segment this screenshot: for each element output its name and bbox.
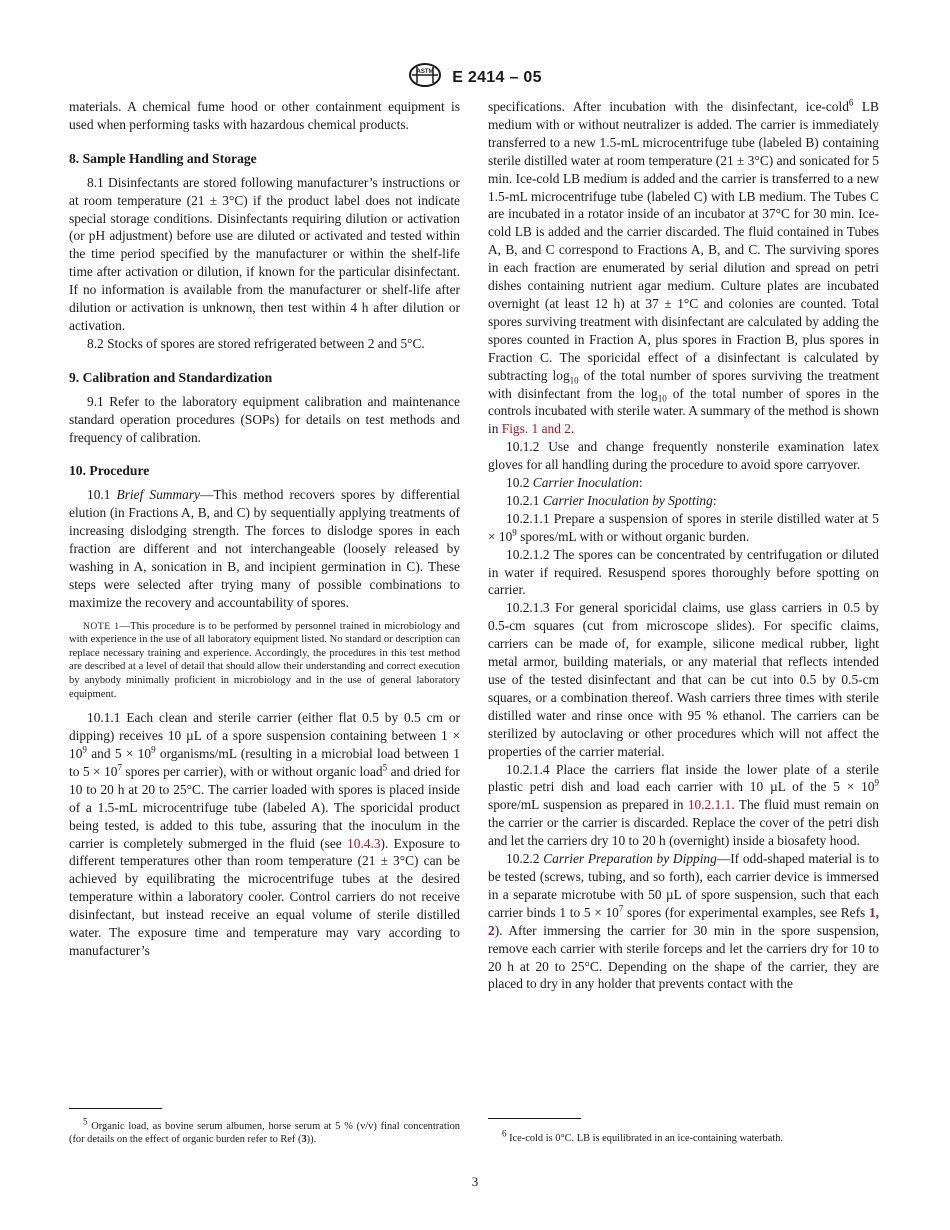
figures-link[interactable]: Figs. 1 and 2 (501, 421, 571, 437)
paragraph: materials. A chemical fume hood or other containment equipment is used when performing tasks with hazardous chemical products. (69, 99, 460, 132)
paragraph-10-2-1: 10.2.1 Carrier Inoculation by Spotting: (506, 492, 717, 508)
paragraph-10-2: 10.2 Carrier Inoculation: (506, 475, 643, 491)
left-column (69, 98, 460, 960)
paragraph-8-1: 8.1 Disinfectants are stored following manufacturer’s instructions or at room temperature (21 ± 3°C) if the product label does not indicate special storage conditions. Disinfectants requiring dilution or activation (or pH adjustment) before use are diluted or activated and tested within the time period specified by the manufacturer or within the shelf-life time after activation or dilution, if known for the particular disinfectant. If no information is available from the manufacturer or shelf-life after dilution or activation is unknown, then test within 4 h after dilution or activation. (69, 174, 460, 333)
right-column (488, 98, 879, 993)
paragraph-10-2-2: 10.2.2 Carrier Preparation by Dipping—If odd-shaped material is to be tested (screws, tubing, and so forth), each carrier device is immersed in a separate microtube with 50 µL of spore suspension, such that each carrier binds 1 to $5 \times 10^7$ spores (for experimental examples, see Refs 1, 2). After immersing the carrier for 30 min in the spore suspension, remove each carrier with sterile forceps and let the carriers dry for 10 to 20 h at 20 to 25°C. Depending on the shape of the carrier, they are placed to dry in any holder that prevents contact with the (488, 851, 879, 992)
paragraph-10-2-1-1: 10.2.1.1 Prepare a suspension of spores in sterile distilled water at $5 \times 10^9$ spores/mL with or without organic burden. (488, 510, 879, 544)
paragraph-10-2-1-3: 10.2.1.3 For general sporicidal claims, use glass carriers in 0.5 by 0.5-cm squares (cut from microscope slides). For specific claims, carriers can be made of, for example, silicone medical rubber, light metal armor, building materials, or any material that reflects intended use of the tested disinfectant and that can be cut into 0.5 by 0.5-cm squares, or a combination thereof. Wash carriers three times with sterile distilled water and rinse once with 95 % ethanol. The carriers can be sterilized by autoclaving or other procedures which will not affect the properties of the carrier material. (488, 600, 879, 759)
cross-reference-link[interactable]: 10.2.1.1 (687, 797, 732, 813)
svg-text:ASTM: ASTM (416, 69, 434, 75)
footnote-rule (69, 1108, 162, 1109)
paragraph-10-2-1-2: 10.2.1.2 The spores can be concentrated by centrifugation or diluted in water if required. Resuspend spores thoroughly before spotting on carrier. (488, 546, 879, 598)
footnote-6: $^6$ Ice-cold is 0°C. LB is equilibrated in an ice-containing waterbath. (502, 1128, 784, 1144)
paragraph-10-2-1-4: 10.2.1.4 Place the carriers flat inside the lower plate of a sterile plastic petri dish and load each carrier with 10 µL of the $5 \times 10^9$ spore/mL suspension as prepared in 10.2.1.1. The fluid must remain on the carrier or the carrier is discarded. Replace the cover of the petri dish and let the carriers dry 10 to 20 h (overnight) inside a biosafety hood. (488, 761, 879, 849)
note-1: NOTE 1—This procedure is to be performed by personnel trained in microbiology and with experience in the use of all laboratory equipment listed. No standard or description can replace necessary training and experience. Accordingly, the procedures in this test method are described at a level of detail that should allow their understanding and correct execution by anybody minimally proficient in microbiology and in the use of general laboratory equipment. (69, 620, 460, 700)
paragraph-10-1-2: 10.1.2 Use and change frequently nonsterile examination latex gloves for all handling during the procedure to avoid spore carryover. (488, 439, 879, 473)
paragraph-10-1: 10.1 Brief Summary—This method recovers spores by differential elution (in Fractions A, B, and C) by sequentially applying treatments of increasing dislodging strength. The forces to dislodge spores in each fraction are different and not interchangeable (loosely released by washing in A, sonication in B, and incipient germination in C). These steps were selected after trying many of possible combinations to maximize the recovery and accountability of spores. (69, 487, 460, 610)
paragraph-8-2: 8.2 Stocks of spores are stored refrigerated between 2 and 5°C. (87, 335, 425, 351)
section-heading-10: 10. Procedure (69, 463, 150, 479)
section-heading-8: 8. Sample Handling and Storage (69, 150, 257, 166)
references-link[interactable]: 1, 2 (488, 904, 879, 938)
page-number: 3 (471, 1174, 479, 1189)
paragraph-9-1: 9.1 Refer to the laboratory equipment calibration and maintenance standard operation procedures (SOPs) for details on test methods and frequency of calibration. (69, 393, 460, 445)
paragraph: specifications. After incubation with the disinfectant, ice-cold$^6$ LB medium with or without neutralizer is added. The carrier is immediately transferred to a new 1.5-mL microcentrifuge tube (labeled B) containing sterile distilled water at room temperature (21 ± 3°C) and sonicated for 5 min. Ice-cold LB medium is added and the carrier is transferred to a new 1.5-mL microcentrifuge tube (labeled C) with LB medium. The Tubes C are incubated in a rotator inside of an incubator at 37°C for 30 min. Ice-cold LB is added and the carrier discarded. The fluid contained in Tubes A, B, and C correspond to Fractions A, B, and C. The surviving spores in each fraction are enumerated by serial dilution and spread on petri dishes containing nutrient agar medium. Culture plates are incubated overnight (at least 12 h) at 37 ± 1°C and colonies are counted. Total spores surviving treatment with disinfectant are calculated by adding the spores counted in Fraction A, plus spores in Fraction B, plus spores in Fraction C. The sporicidal effect of a disinfectant is calculated by subtracting $\log_{10}$ of the total number of spores surviving the treatment with disinfectant from the $\log_{10}$ of the total number of spores in the controls incubated with sterile water. A summary of the method is shown in Figs. 1 and 2. (488, 97, 879, 437)
section-heading-9: 9. Calibration and Standardization (69, 369, 273, 385)
standard-designation: E 2414 – 05 (452, 68, 542, 86)
footnote-5: $^5$ Organic load, as bovine serum albumen, horse serum at 5 % (v/v) final concentration (for details on the effect of organic burden refer to Ref (3)). (69, 1116, 460, 1146)
paragraph-10-1-1: 10.1.1 Each clean and sterile carrier (either flat 0.5 by 0.5 cm or dipping) receives 10 µL of a spore suspension containing between $1 \times 10^9$ and $5 \times 10^9$ organisms/mL (resulting in a microbial load between 1 to $5 \times 10^7$ spores per carrier), with or without organic load$^5$ and dried for 10 to 20 h at 20 to 25°C. The carrier loaded with spores is placed inside of a 1.5-mL microcentrifuge tube (labeled A). The sporicidal product being tested, is added to this tube, assuring that the inoculum in the carrier is completely submerged in the fluid (see 10.4.3). Exposure to different temperatures other than room temperature (21 ± 3°C) can be achieved by equilibrating the microcentrifuge tubes at the desired temperature within a laboratory cooler. Control carriers do not receive disinfectant, but instead receive an equal volume of sterile distilled water. The exposure time and temperature may vary according to manufacturer’s (69, 710, 460, 958)
cross-reference-link[interactable]: 10.4.3 (347, 835, 381, 851)
page-header (0, 62, 950, 93)
astm-logo-icon (408, 62, 442, 93)
footnote-rule (488, 1118, 581, 1119)
